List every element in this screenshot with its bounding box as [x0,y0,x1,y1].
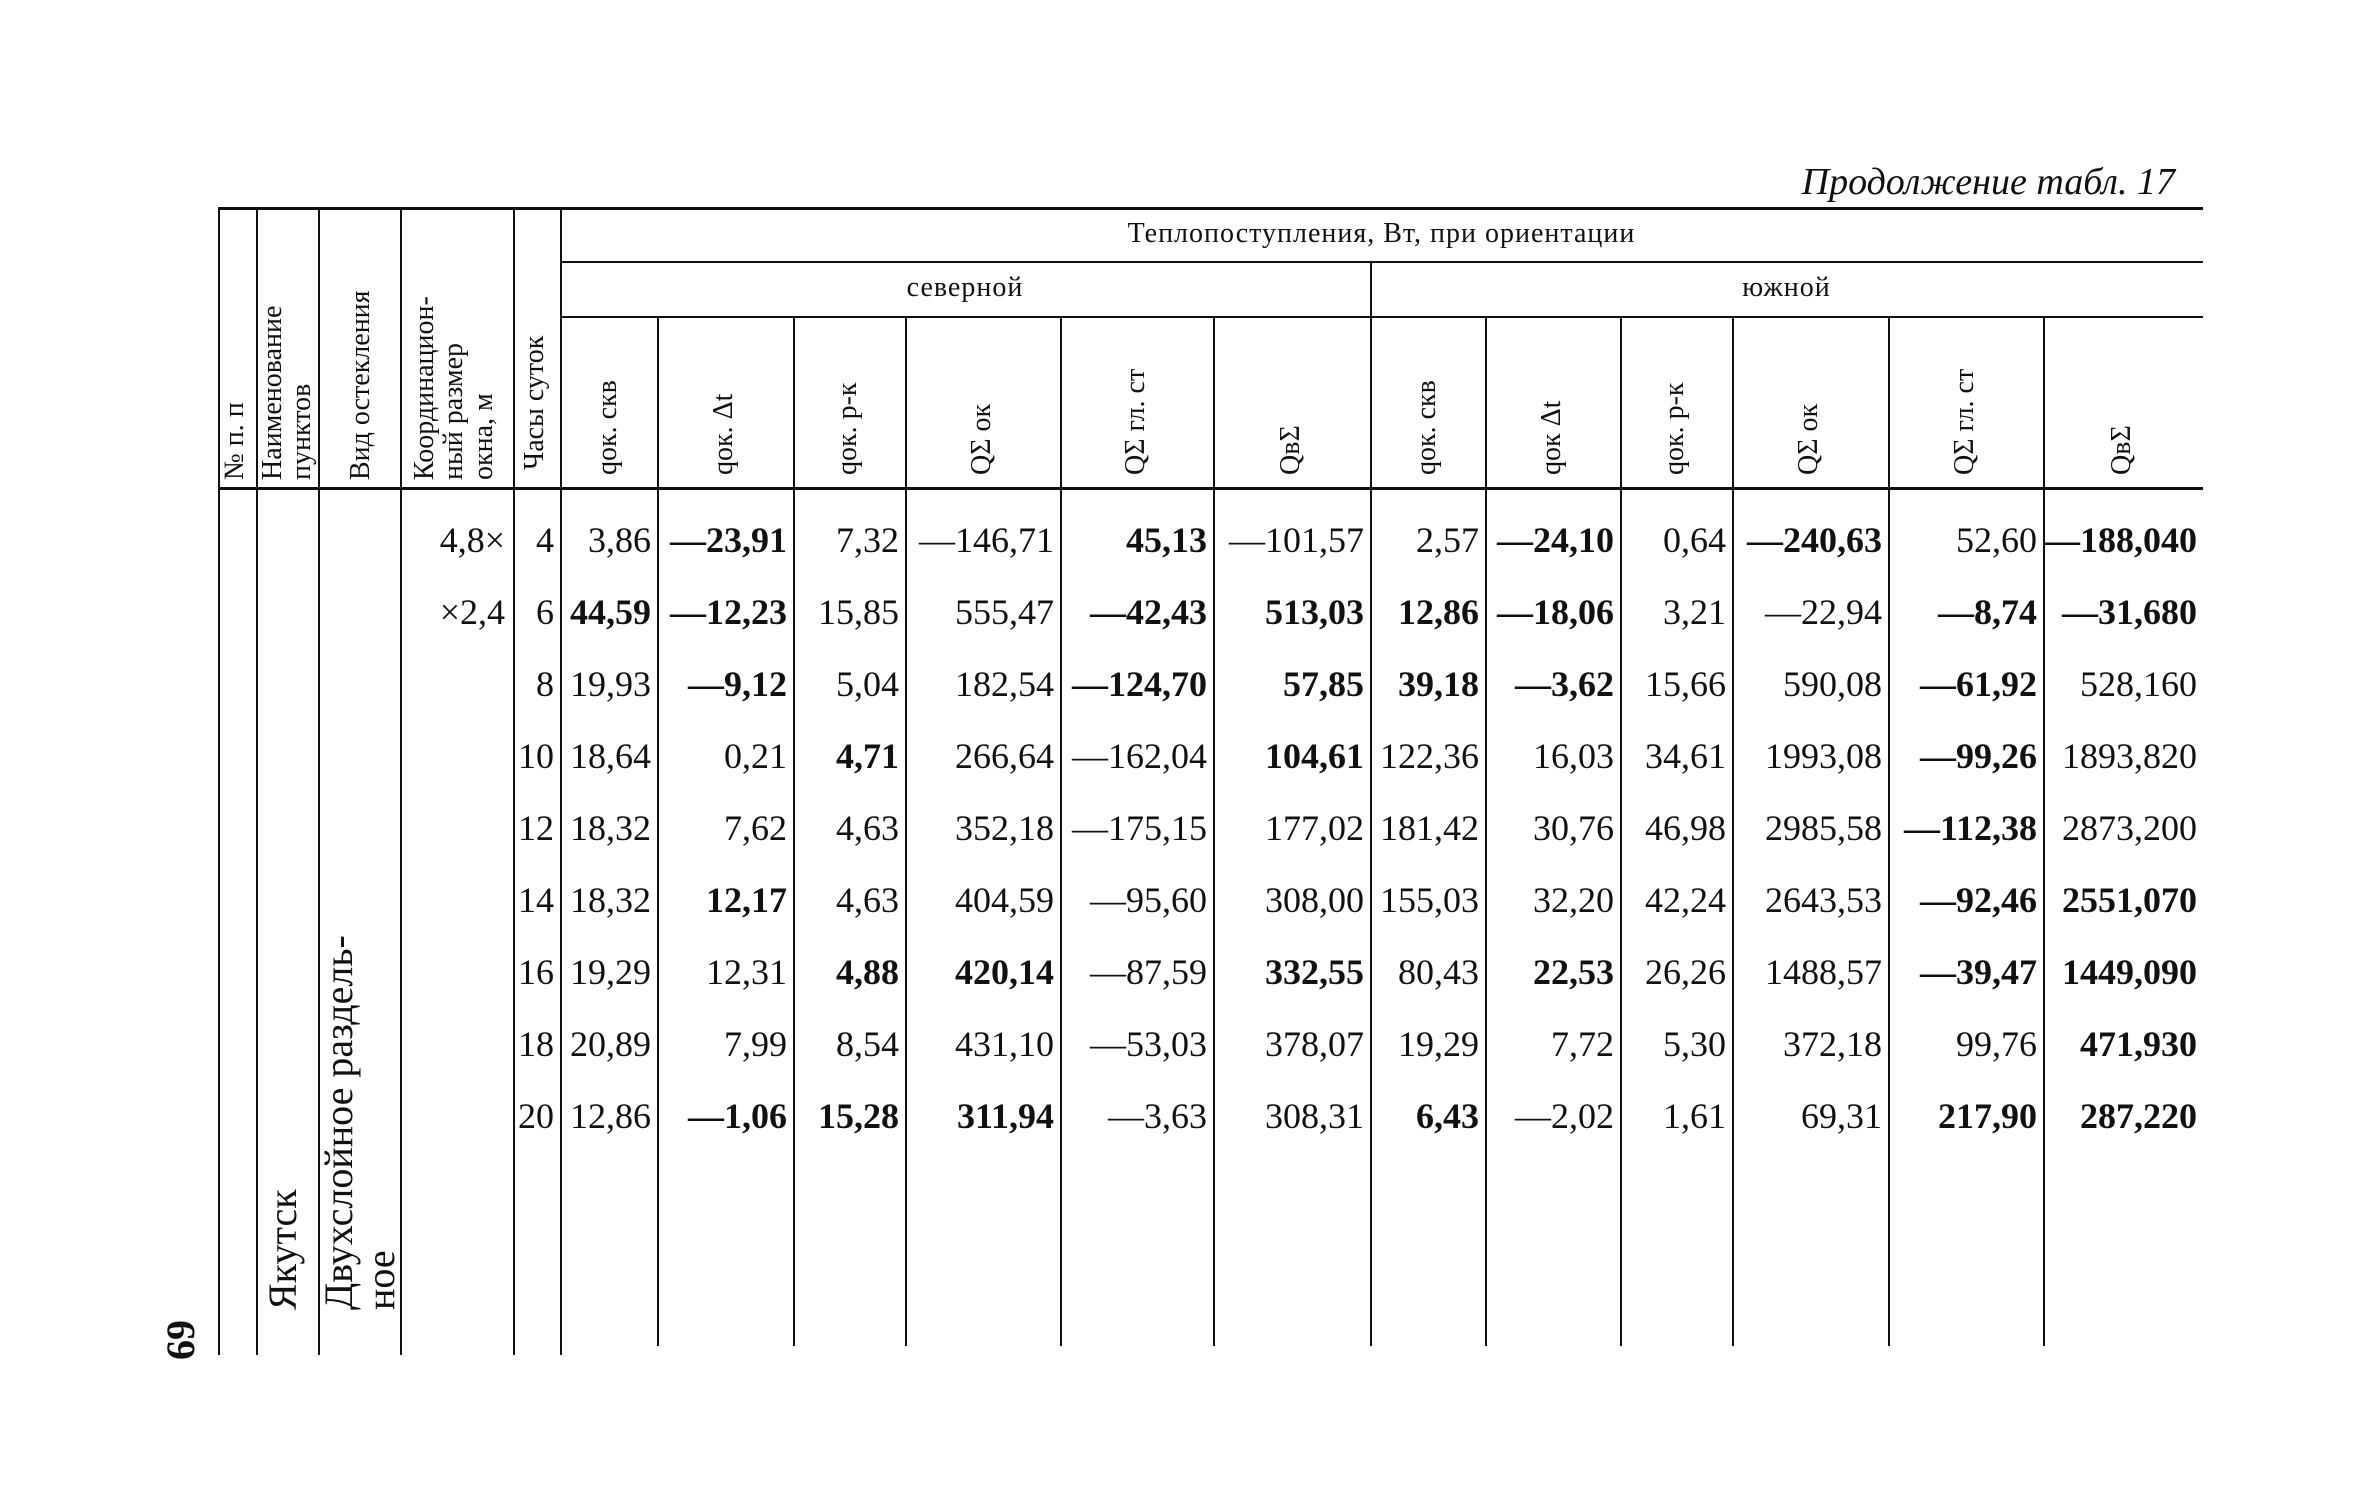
value-cell: —188,040 [2044,520,2197,560]
glazing-type-value [318,935,402,1310]
value-cell: 22,53 [1533,952,1614,992]
hour-cell: 18 [518,1024,554,1064]
glazing-type-line2: ное [358,1250,403,1310]
value-cell: 266,64 [955,736,1054,776]
value-cell: 57,85 [1283,664,1364,704]
value-cell: 15,85 [818,592,899,632]
header-window-size [410,296,498,480]
value-cell: 19,93 [570,664,651,704]
value-cell: 6,43 [1416,1096,1479,1136]
value-cell: 99,76 [1956,1024,2037,1064]
value-cell: 431,10 [955,1024,1054,1064]
header-heat-gain-group: Теплопоступления, Вт, при ориентации [1127,218,1636,249]
column-divider [560,210,562,1355]
hour-cell: 20 [518,1096,554,1136]
value-cell: 2985,58 [1765,808,1882,848]
value-cell: —101,57 [1229,520,1364,560]
header-window-size-line3: окна, м [467,393,499,480]
subgroup-rule [560,316,2203,318]
header-bottom-rule [218,487,2203,490]
value-cell: 18,32 [570,808,651,848]
value-cell: —112,38 [1903,808,2037,848]
value-cell: 20,89 [570,1024,651,1064]
value-cell: 420,14 [955,952,1054,992]
value-cell: 0,64 [1663,520,1726,560]
value-cell: 471,930 [2080,1024,2197,1064]
value-cell: 45,13 [1126,520,1207,560]
value-cell: —92,46 [1920,880,2037,920]
value-cell: 217,90 [1938,1096,2037,1136]
value-cell: —24,10 [1497,520,1614,560]
value-cell: 7,72 [1551,1024,1614,1064]
value-cell: 3,86 [588,520,651,560]
header-north-col-4: QΣ ок [965,403,997,475]
page-number: 69 [158,1320,203,1360]
value-cell: 528,160 [2080,664,2197,704]
value-cell: 1488,57 [1765,952,1882,992]
value-cell: 7,62 [724,808,787,848]
value-cell: —99,26 [1920,736,2037,776]
value-cell: —3,63 [1108,1096,1207,1136]
header-south-col-5: QΣ гл. ст [1948,368,1980,475]
value-cell: 177,02 [1265,808,1364,848]
value-cell: 3,21 [1663,592,1726,632]
value-cell: 372,18 [1783,1024,1882,1064]
value-cell: 2643,53 [1765,880,1882,920]
window-size-line2: ×2,4 [439,592,505,632]
value-cell: 46,98 [1645,808,1726,848]
column-divider [1370,261,1372,1346]
hour-cell: 12 [518,808,554,848]
value-cell: 12,31 [706,952,787,992]
header-south-col-3: qок. р-к [1659,382,1690,475]
glazing-type-line1: Двухслойное раздель- [316,935,361,1310]
value-cell: 155,03 [1380,880,1479,920]
value-cell: 1893,820 [2062,736,2197,776]
header-north-col-5: QΣ гл. ст [1119,368,1151,475]
header-south: южной [1742,272,1831,303]
value-cell: 52,60 [1956,520,2037,560]
value-cell: —175,15 [1072,808,1207,848]
header-point-name [258,306,317,480]
header-hours: Часы суток [519,335,550,470]
value-cell: 32,20 [1533,880,1614,920]
value-cell: 80,43 [1398,952,1479,992]
header-north-col-3: qок. р-к [832,382,863,475]
value-cell: 7,99 [724,1024,787,1064]
value-cell: —23,91 [670,520,787,560]
hour-cell: 10 [518,736,554,776]
value-cell: —22,94 [1765,592,1882,632]
value-cell: 555,47 [955,592,1054,632]
value-cell: 44,59 [570,592,651,632]
value-cell: 15,66 [1645,664,1726,704]
value-cell: 15,28 [818,1096,899,1136]
header-point-name-line1: Наименование [257,305,288,480]
value-cell: —95,60 [1090,880,1207,920]
value-cell: 34,61 [1645,736,1726,776]
value-cell: 26,26 [1645,952,1726,992]
value-cell: 5,30 [1663,1024,1726,1064]
value-cell: —162,04 [1072,736,1207,776]
value-cell: 1,61 [1663,1096,1726,1136]
header-south-col-2: qок Δt [1535,400,1567,475]
value-cell: —18,06 [1497,592,1614,632]
value-cell: 18,32 [570,880,651,920]
header-south-col-6: QвΣ [2106,425,2137,475]
header-row-number: № п. п [219,402,250,480]
header-glazing-type: Вид остекления [345,290,376,480]
value-cell: 122,36 [1380,736,1479,776]
value-cell: 18,64 [570,736,651,776]
value-cell: 42,24 [1645,880,1726,920]
value-cell: —146,71 [919,520,1054,560]
value-cell: 8,54 [836,1024,899,1064]
header-north-col-6: QвΣ [1274,425,1306,475]
value-cell: —8,74 [1938,592,2037,632]
value-cell: 0,21 [724,736,787,776]
value-cell: 332,55 [1265,952,1364,992]
header-north: северной [906,272,1024,303]
hour-cell: 4 [536,520,554,560]
value-cell: —61,92 [1920,664,2037,704]
value-cell: 287,220 [2080,1096,2197,1136]
value-cell: 12,17 [706,880,787,920]
value-cell: 12,86 [570,1096,651,1136]
value-cell: 4,63 [836,880,899,920]
table-continuation-title: Продолжение табл. 17 [1801,161,2175,203]
header-window-size-line1: Координацион- [409,296,440,480]
value-cell: 4,63 [836,808,899,848]
header-south-col-1: qок. скв [1410,380,1442,475]
hour-cell: 8 [536,664,554,704]
header-south-col-4: QΣ ок [1793,403,1824,475]
value-cell: —87,59 [1090,952,1207,992]
value-cell: 39,18 [1398,664,1479,704]
group-rule [560,261,2203,263]
value-cell: 2,57 [1416,520,1479,560]
value-cell: 308,31 [1265,1096,1364,1136]
value-cell: —240,63 [1747,520,1882,560]
column-divider [218,210,220,1355]
value-cell: 19,29 [1398,1024,1479,1064]
value-cell: 30,76 [1533,808,1614,848]
value-cell: 19,29 [570,952,651,992]
value-cell: 5,04 [836,664,899,704]
value-cell: —53,03 [1090,1024,1207,1064]
value-cell: —3,62 [1515,664,1614,704]
value-cell: 69,31 [1801,1096,1882,1136]
hour-cell: 16 [518,952,554,992]
value-cell: 104,61 [1265,736,1364,776]
value-cell: 1449,090 [2062,952,2197,992]
value-cell: 404,59 [955,880,1054,920]
city-name: Якутск [260,1189,305,1310]
value-cell: 16,03 [1533,736,1614,776]
value-cell: 311,94 [956,1096,1054,1136]
value-cell: 12,86 [1398,592,1479,632]
window-size-line1: 4,8× [439,520,505,560]
value-cell: —31,680 [2062,592,2197,632]
value-cell: —42,43 [1090,592,1207,632]
top-rule [218,207,2203,210]
hour-cell: 14 [518,880,554,920]
value-cell: 2873,200 [2062,808,2197,848]
value-cell: —9,12 [688,664,787,704]
value-cell: 4,71 [836,736,899,776]
value-cell: 590,08 [1783,664,1882,704]
value-cell: —124,70 [1072,664,1207,704]
hour-cell: 6 [536,592,554,632]
header-window-size-line2: ный размер [438,342,470,480]
value-cell: 4,88 [836,952,899,992]
value-cell: 513,03 [1265,592,1364,632]
column-divider [513,210,515,1355]
value-cell: 182,54 [955,664,1054,704]
value-cell: —12,23 [670,592,787,632]
value-cell: 7,32 [836,520,899,560]
value-cell: 378,07 [1265,1024,1364,1064]
value-cell: 1993,08 [1765,736,1882,776]
value-cell: —2,02 [1515,1096,1614,1136]
header-point-name-line2: пунктов [286,383,318,480]
value-cell: 2551,070 [2062,880,2197,920]
value-cell: 308,00 [1265,880,1364,920]
header-north-col-2: qок. Δt [708,393,739,475]
header-north-col-1: qок. скв [591,380,623,475]
value-cell: 352,18 [955,808,1054,848]
value-cell: —1,06 [688,1096,787,1136]
value-cell: 181,42 [1380,808,1479,848]
value-cell: —39,47 [1920,952,2037,992]
